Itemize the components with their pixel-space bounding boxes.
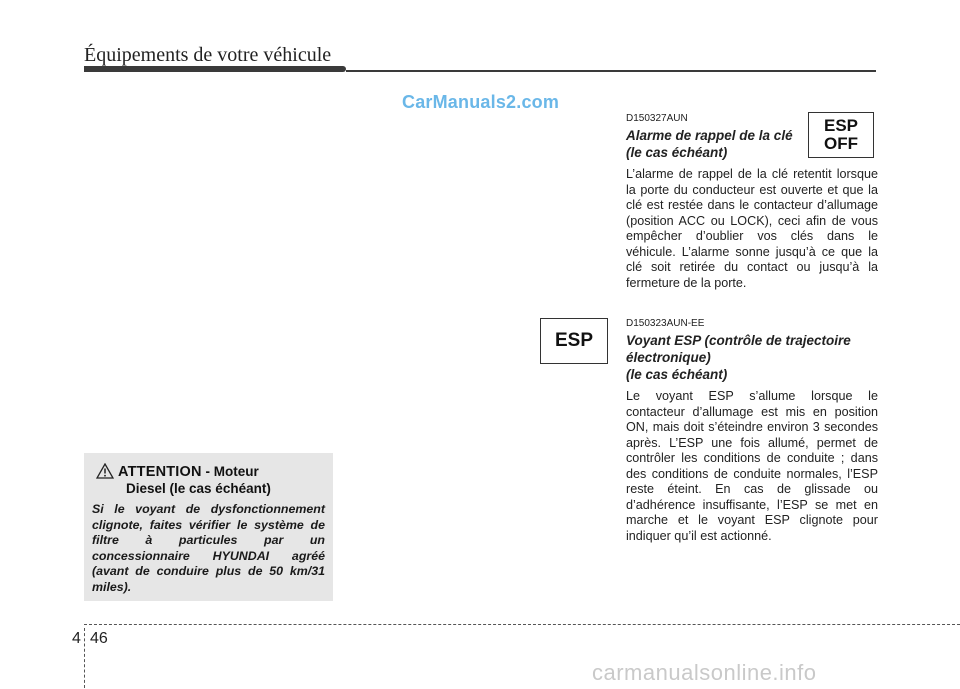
page-header-title: Équipements de votre véhicule: [84, 44, 332, 66]
caution-body: Si le voyant de dysfonctionnement clignote, faites vérifier le système de filtre à particules par un concessionnaire HYUNDAI agréé (avant de conduire plus de 50 km/31 miles).: [92, 502, 325, 594]
footer-separator: [84, 628, 85, 688]
warning-triangle-icon: [96, 463, 114, 479]
page-number: 46: [90, 630, 108, 647]
section-title-line: (le cas échéant): [626, 145, 728, 160]
esp-icon-label: ESP: [554, 330, 594, 351]
footer-rule: [84, 624, 960, 625]
section-body: Le voyant ESP s’allume lorsque le contacteur d’allumage est mis en position ON, mais doit s’éteindre environ 3 secondes après. L’ESP une fois allumé, permet de contrôler les conditions de conduite ; dans des conditions de conduite normales, l’ESP reste éteint. En cas de glissade ou d’adhérence insuffisante, l’ESP se met en marche et le voyant ESP clignote pour indiquer qu’il est actionné.: [626, 389, 878, 543]
caution-box: [84, 453, 333, 601]
section-title-line: Voyant ESP (contrôle de trajectoire: [626, 333, 851, 348]
section-title: [626, 332, 878, 383]
section-code: D150327AUN: [626, 113, 688, 124]
caution-title: [118, 463, 325, 480]
section-title-line: Alarme de rappel de la clé: [626, 128, 793, 143]
caution-header: [92, 463, 325, 496]
esp-off-icon: [808, 112, 874, 158]
header-bar: [84, 66, 346, 72]
esp-off-icon-line: OFF: [824, 134, 858, 153]
caution-title-suffix: - Moteur: [201, 464, 259, 479]
section-body: L’alarme de rappel de la clé retentit lorsque la porte du conducteur est ouverte et que la clé est restée dans le contacteur d’allumage (position ACC ou LOCK), ceci afin de vous empêcher d’oublier vos clés dans le véhicule. L’alarme sonne jusqu’à ce que la clé soit retirée du contact ou jusqu’à la fermeture de la porte.: [626, 167, 878, 290]
esp-icon: [540, 318, 608, 364]
esp-off-icon-line: ESP: [823, 116, 859, 135]
caution-title-main: ATTENTION: [118, 464, 202, 480]
section-code: D150323AUN-EE: [626, 318, 705, 329]
header-rule: [346, 70, 876, 72]
section-title-line: électronique): [626, 350, 711, 365]
chapter-number: 4: [72, 630, 81, 647]
section-esp-indicator: [626, 318, 878, 544]
section-title-line: (le cas échéant): [626, 367, 728, 382]
watermark-text: CarManuals2.com: [402, 92, 560, 112]
caution-title-line2: Diesel (le cas échéant): [126, 481, 271, 496]
footer-watermark: carmanualsonline.info: [592, 660, 817, 685]
